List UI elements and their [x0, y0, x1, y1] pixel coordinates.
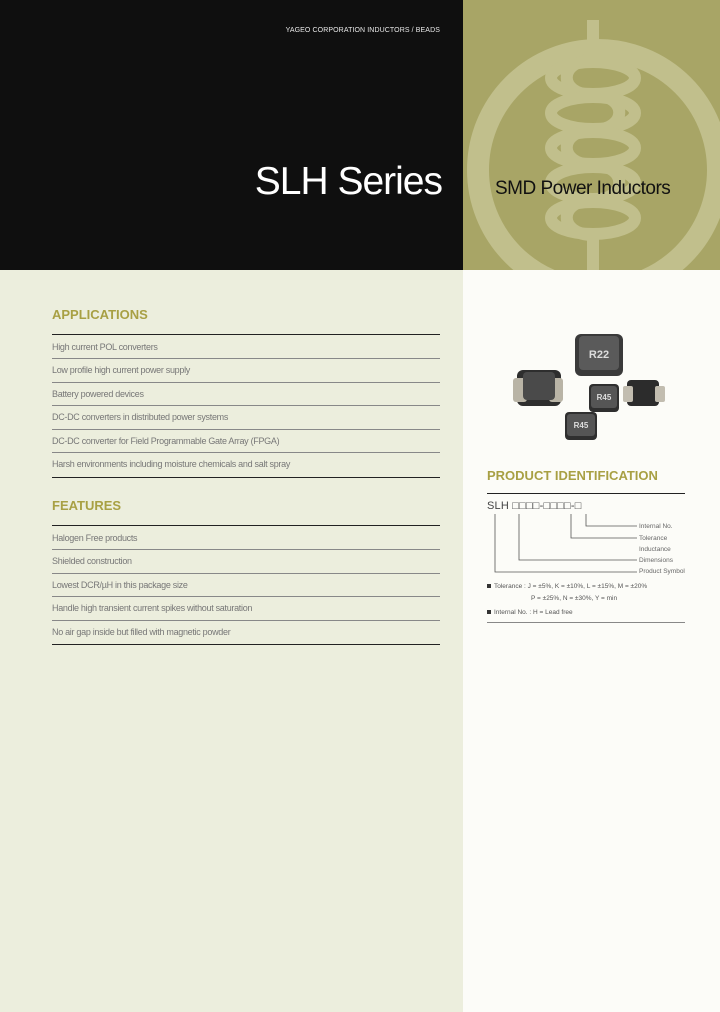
application-item: Low profile high current power supply [52, 365, 190, 375]
coil-logo-icon [463, 0, 720, 270]
bullet-icon [487, 610, 491, 614]
features-heading: FEATURES [52, 498, 122, 513]
applications-rule [52, 334, 440, 335]
code-breakdown-lines [487, 500, 647, 580]
product-subtitle: SMD Power Inductors [495, 178, 671, 199]
divider [52, 452, 440, 453]
product-identification-end-rule [487, 622, 685, 623]
divider [52, 549, 440, 550]
pid-label-internal-no: Internal No. [639, 523, 673, 530]
product-identification-rule [487, 493, 685, 494]
applications-heading: APPLICATIONS [52, 307, 148, 322]
features-end-rule [52, 644, 440, 645]
pid-label-inductance: Inductance [639, 546, 671, 553]
feature-item: Shielded construction [52, 556, 132, 566]
feature-item: Halogen Free products [52, 533, 138, 543]
corporation-label: YAGEO CORPORATION INDUCTORS / BEADS [285, 27, 440, 34]
feature-item: Handle high transient current spikes without saturation [52, 603, 253, 613]
pid-label-dimensions: Dimensions [639, 557, 673, 564]
inductor-marking: R22 [588, 349, 610, 361]
feature-item: No air gap inside but filled with magnetic powder [52, 627, 231, 637]
inductor-unmarked [513, 370, 563, 406]
applications-end-rule [52, 477, 440, 478]
product-code: SLH □□□□-□□□□-□ [487, 500, 582, 512]
inductor-marking: R45 [573, 421, 589, 430]
pid-label-tolerance: Tolerance [639, 535, 668, 542]
header-dark-band [0, 0, 463, 270]
application-item: High current POL converters [52, 342, 158, 352]
divider [52, 405, 440, 406]
application-item: DC-DC converter for Field Programmable Gate Array (FPGA) [52, 436, 280, 446]
tolerance-note: Tolerance : J = ±5%, K = ±10%, L = ±15%, M = ±20% [487, 583, 647, 590]
divider [52, 358, 440, 359]
product-photo [505, 330, 675, 450]
divider [52, 573, 440, 574]
divider [52, 596, 440, 597]
application-item: Battery powered devices [52, 389, 144, 399]
inductor-r45-mid [589, 384, 619, 412]
inductor-marking: R45 [596, 393, 612, 402]
tolerance-note-cont: P = ±25%, N = ±30%, Y = min [531, 595, 618, 602]
bullet-icon [487, 584, 491, 588]
divider [52, 382, 440, 383]
divider [52, 620, 440, 621]
pid-label-product-symbol: Product Symbol [639, 568, 685, 575]
application-item: Harsh environments including moisture chemicals and salt spray [52, 459, 291, 469]
divider [52, 429, 440, 430]
inductor-r22 [575, 334, 623, 376]
product-identification-heading: PRODUCT IDENTIFICATION [487, 468, 658, 483]
application-item: DC-DC converters in distributed power systems [52, 412, 229, 422]
feature-item: Lowest DCR/µH in this package size [52, 580, 188, 590]
inductor-r45-bottom [565, 412, 597, 440]
internal-no-note: Internal No. : H = Lead free [487, 609, 573, 616]
series-title: SLH Series [254, 160, 442, 203]
features-rule [52, 525, 440, 526]
inductor-small-right [623, 380, 665, 406]
